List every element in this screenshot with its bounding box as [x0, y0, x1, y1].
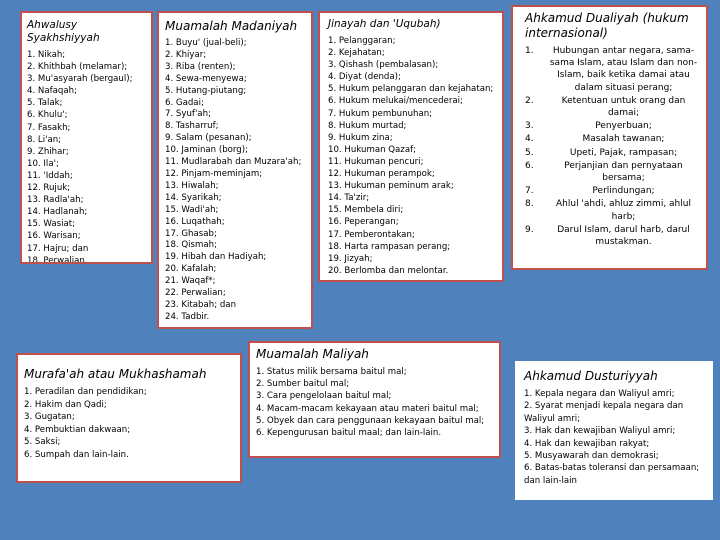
ahwalusy-box — [20, 11, 153, 264]
maliyah-title: Muamalah Maliyah — [256, 347, 369, 361]
list-item: 14. Syarikah; — [165, 192, 222, 203]
list-item: 10. Hukuman Qazaf; — [328, 144, 417, 155]
list-item: 19. Jizyah; — [328, 253, 373, 264]
list-item-number: 9. — [525, 224, 534, 235]
list-item-text: Masalah tawanan; — [582, 134, 665, 145]
list-item: 7. Fasakh; — [27, 122, 71, 133]
list-item-text: Ketentuan untuk orang dan damai; — [561, 95, 686, 119]
list-item: 5. Saksi; — [24, 437, 61, 448]
list-item: 7. Hukum pembunuhan; — [328, 108, 433, 119]
list-item: 23. Kitabah; dan — [165, 299, 237, 310]
list-item: 13. Hiwalah; — [165, 180, 219, 191]
list-item-text: Hubungan antar negara, sama-sama Islam, atau Islam dan non-Islam, baik ketika damai atau dalam situasi perang; — [549, 46, 698, 93]
list-item: 6. Gadai; — [165, 97, 204, 108]
madaniyah-list — [165, 38, 307, 324]
murafaah-title: Murafa'ah atau Mukhashamah — [24, 367, 207, 381]
list-item: 17. Pemberontakan; — [328, 229, 415, 240]
dusturiyah-list — [524, 388, 709, 487]
list-item: 3. Hak dan kewajiban Waliyul amri; — [524, 426, 676, 437]
list-item: 19. Hibah dan Hadiyah; — [165, 252, 267, 263]
dualiyah-box — [511, 5, 708, 270]
list-item-text: Penyerbuan; — [595, 121, 652, 132]
list-item: 8. Tasharruf; — [165, 121, 219, 132]
maliyah-list — [256, 366, 495, 439]
jinayah-list — [328, 35, 498, 277]
list-item: 5. Obyek dan cara penggunaan kekayaan baitul mal; — [256, 415, 485, 426]
list-item-number: 8. — [525, 199, 534, 210]
list-item: 15. Wadi'ah; — [165, 204, 219, 215]
list-item: 6. Sumpah dan lain-lain. — [24, 449, 129, 460]
list-item: 9. Zhihar; — [27, 146, 69, 157]
list-item — [525, 95, 700, 119]
list-item: 2. Sumber baitul mal; — [256, 379, 350, 390]
list-item: 21. Waqaf*; — [165, 276, 216, 287]
list-item — [525, 160, 700, 184]
dualiyah-title: Ahkamud Dualiyah (hukum internasional) — [525, 11, 689, 40]
list-item: 1. Buyu' (jual-beli); — [165, 38, 247, 48]
list-item: 15. Wasiat; — [27, 219, 76, 230]
list-item: 16. Luqathah; — [165, 216, 225, 227]
list-item: 2. Khiyar; — [165, 49, 207, 60]
list-item: 1. Pelanggaran; — [328, 36, 396, 46]
list-item: 4. Diyat (denda); — [328, 72, 401, 83]
list-item: 2. Syarat menjadi kepala negara dan Waliyul amri; — [524, 401, 684, 424]
murafaah-list — [24, 386, 234, 462]
list-item: 4. Sewa-menyewa; — [165, 73, 247, 84]
list-item: 5. Musyawarah dan demokrasi; — [524, 451, 659, 462]
list-item: 2. Kejahatan; — [328, 48, 385, 59]
list-item: 22. Perwalian; — [165, 288, 226, 299]
list-item: 17. Hajru; dan — [27, 243, 89, 254]
list-item: 3. Mu'asyarah (bergaul); — [27, 74, 133, 85]
list-item: 3. Cara pengelolaan baitul mal; — [256, 391, 392, 402]
list-item: 20. Kafalah; — [165, 264, 217, 275]
list-item: 8. Hukum murtad; — [328, 120, 407, 131]
list-item: 18. Harta rampasan perang; — [328, 241, 451, 252]
list-item-text: Ahlul 'ahdi, ahluz zimmi, ahlul harb; — [556, 199, 691, 222]
list-item-text: Upeti, Pajak, rampasan; — [569, 147, 678, 158]
dusturiyah-box — [515, 361, 713, 500]
list-item: 13. Hukuman peminum arak; — [328, 181, 454, 192]
list-item: 1. Peradilan dan pendidikan; — [24, 387, 147, 397]
list-item: 3. Riba (renten); — [165, 61, 236, 72]
ahwalusy-title: Ahwalusy Syakhshiyyah — [27, 19, 100, 44]
madaniyah-title: Muamalah Madaniyah — [165, 19, 298, 33]
list-item: 10. Ila'; — [27, 158, 59, 169]
list-item: 9. Hukum zina; — [328, 132, 393, 143]
list-item-text: Perlindungan; — [592, 186, 655, 197]
list-item: 12. Rujuk; — [27, 183, 71, 194]
list-item: 17. Ghasab; — [165, 228, 217, 239]
jinayah-box — [318, 11, 504, 282]
list-item: 11. Hukuman pencuri; — [328, 156, 424, 167]
list-item — [525, 133, 700, 145]
list-item-number: 4. — [525, 134, 534, 145]
list-item: 16. Peperangan; — [328, 217, 399, 228]
list-item: 24. Tadbir. — [165, 311, 210, 322]
list-item — [525, 120, 700, 132]
list-item-number: 2. — [525, 95, 534, 106]
list-item: 5. Talak; — [27, 98, 63, 109]
list-item-number: 1. — [525, 46, 534, 56]
murafaah-box — [16, 353, 242, 483]
list-item: 6. Batas-batas toleransi dan persamaan; dan lain-lain — [524, 463, 700, 486]
list-item: 5. Hukum pelanggaran dan kejahatan; — [328, 84, 494, 95]
list-item: 1. Status milik bersama baitul mal; — [256, 367, 407, 377]
madaniyah-box — [157, 11, 313, 329]
list-item-number: 5. — [525, 147, 534, 158]
list-item: 11. 'Iddah; — [27, 170, 73, 181]
list-item-number: 6. — [525, 160, 534, 171]
list-item: 8. Li'an; — [27, 134, 62, 145]
list-item: 4. Macam-macam kekayaan atau materi baitul mal; — [256, 403, 479, 414]
list-item-number: 3. — [525, 121, 534, 132]
list-item: 5. Hutang-piutang; — [165, 85, 247, 96]
list-item — [525, 147, 700, 159]
list-item: 4. Pembuktian dakwaan; — [24, 424, 131, 435]
list-item: 12. Pinjam-meminjam; — [165, 168, 263, 179]
list-item: 1. Kepala negara dan Waliyul amri; — [524, 389, 675, 399]
list-item-text: Perjanjian dan pernyataan bersama; — [564, 160, 683, 184]
list-item: 4. Nafaqah; — [27, 86, 77, 97]
dusturiyah-title: Ahkamud Dusturiyyah — [524, 369, 658, 383]
list-item: 9. Salam (pesanan); — [165, 133, 252, 144]
jinayah-title: Jinayah dan 'Uqubah) — [328, 18, 441, 30]
list-item: 6. Khulu'; — [27, 110, 68, 121]
list-item: 13. Radla'ah; — [27, 195, 84, 206]
list-item: 16. Warisan; — [27, 231, 81, 242]
list-item-text: Darul Islam, darul harb, darul mustakman. — [557, 224, 690, 248]
list-item-number: 7. — [525, 186, 534, 197]
list-item: 4. Hak dan kewajiban rakyat; — [524, 438, 650, 449]
list-item: 11. Mudlarabah dan Muzara'ah; — [165, 157, 302, 168]
list-item — [525, 45, 700, 94]
list-item: 2. Hakim dan Qadi; — [24, 399, 107, 410]
list-item: 14. Hadlanah; — [27, 207, 88, 218]
list-item: 1. Nikah; — [27, 50, 66, 60]
list-item: 6. Hukum melukai/mencederai; — [328, 96, 463, 107]
list-item: 12. Hukuman perampok; — [328, 169, 435, 180]
maliyah-box — [248, 341, 501, 458]
ahwalusy-list — [27, 49, 147, 264]
list-item: 14. Ta'zir; — [328, 193, 370, 204]
list-item: 7. Syuf'ah; — [165, 109, 211, 120]
list-item: 18. Qismah; — [165, 240, 218, 251]
list-item — [525, 224, 700, 248]
list-item: 3. Qishash (pembalasan); — [328, 60, 439, 71]
list-item: 15. Membela diri; — [328, 205, 404, 216]
list-item: 20. Berlomba dan melontar. — [328, 265, 449, 276]
list-item: 3. Gugatan; — [24, 412, 75, 423]
dualiyah-list — [525, 45, 700, 248]
list-item: 6. Kepengurusan baitul maal; dan lain-lain. — [256, 428, 442, 439]
list-item: 10. Jaminan (borg); — [165, 145, 249, 156]
list-item: 18. Perwalian. — [27, 255, 88, 264]
list-item — [525, 185, 700, 197]
list-item — [525, 198, 700, 222]
list-item: 2. Khithbah (melamar); — [27, 62, 128, 73]
